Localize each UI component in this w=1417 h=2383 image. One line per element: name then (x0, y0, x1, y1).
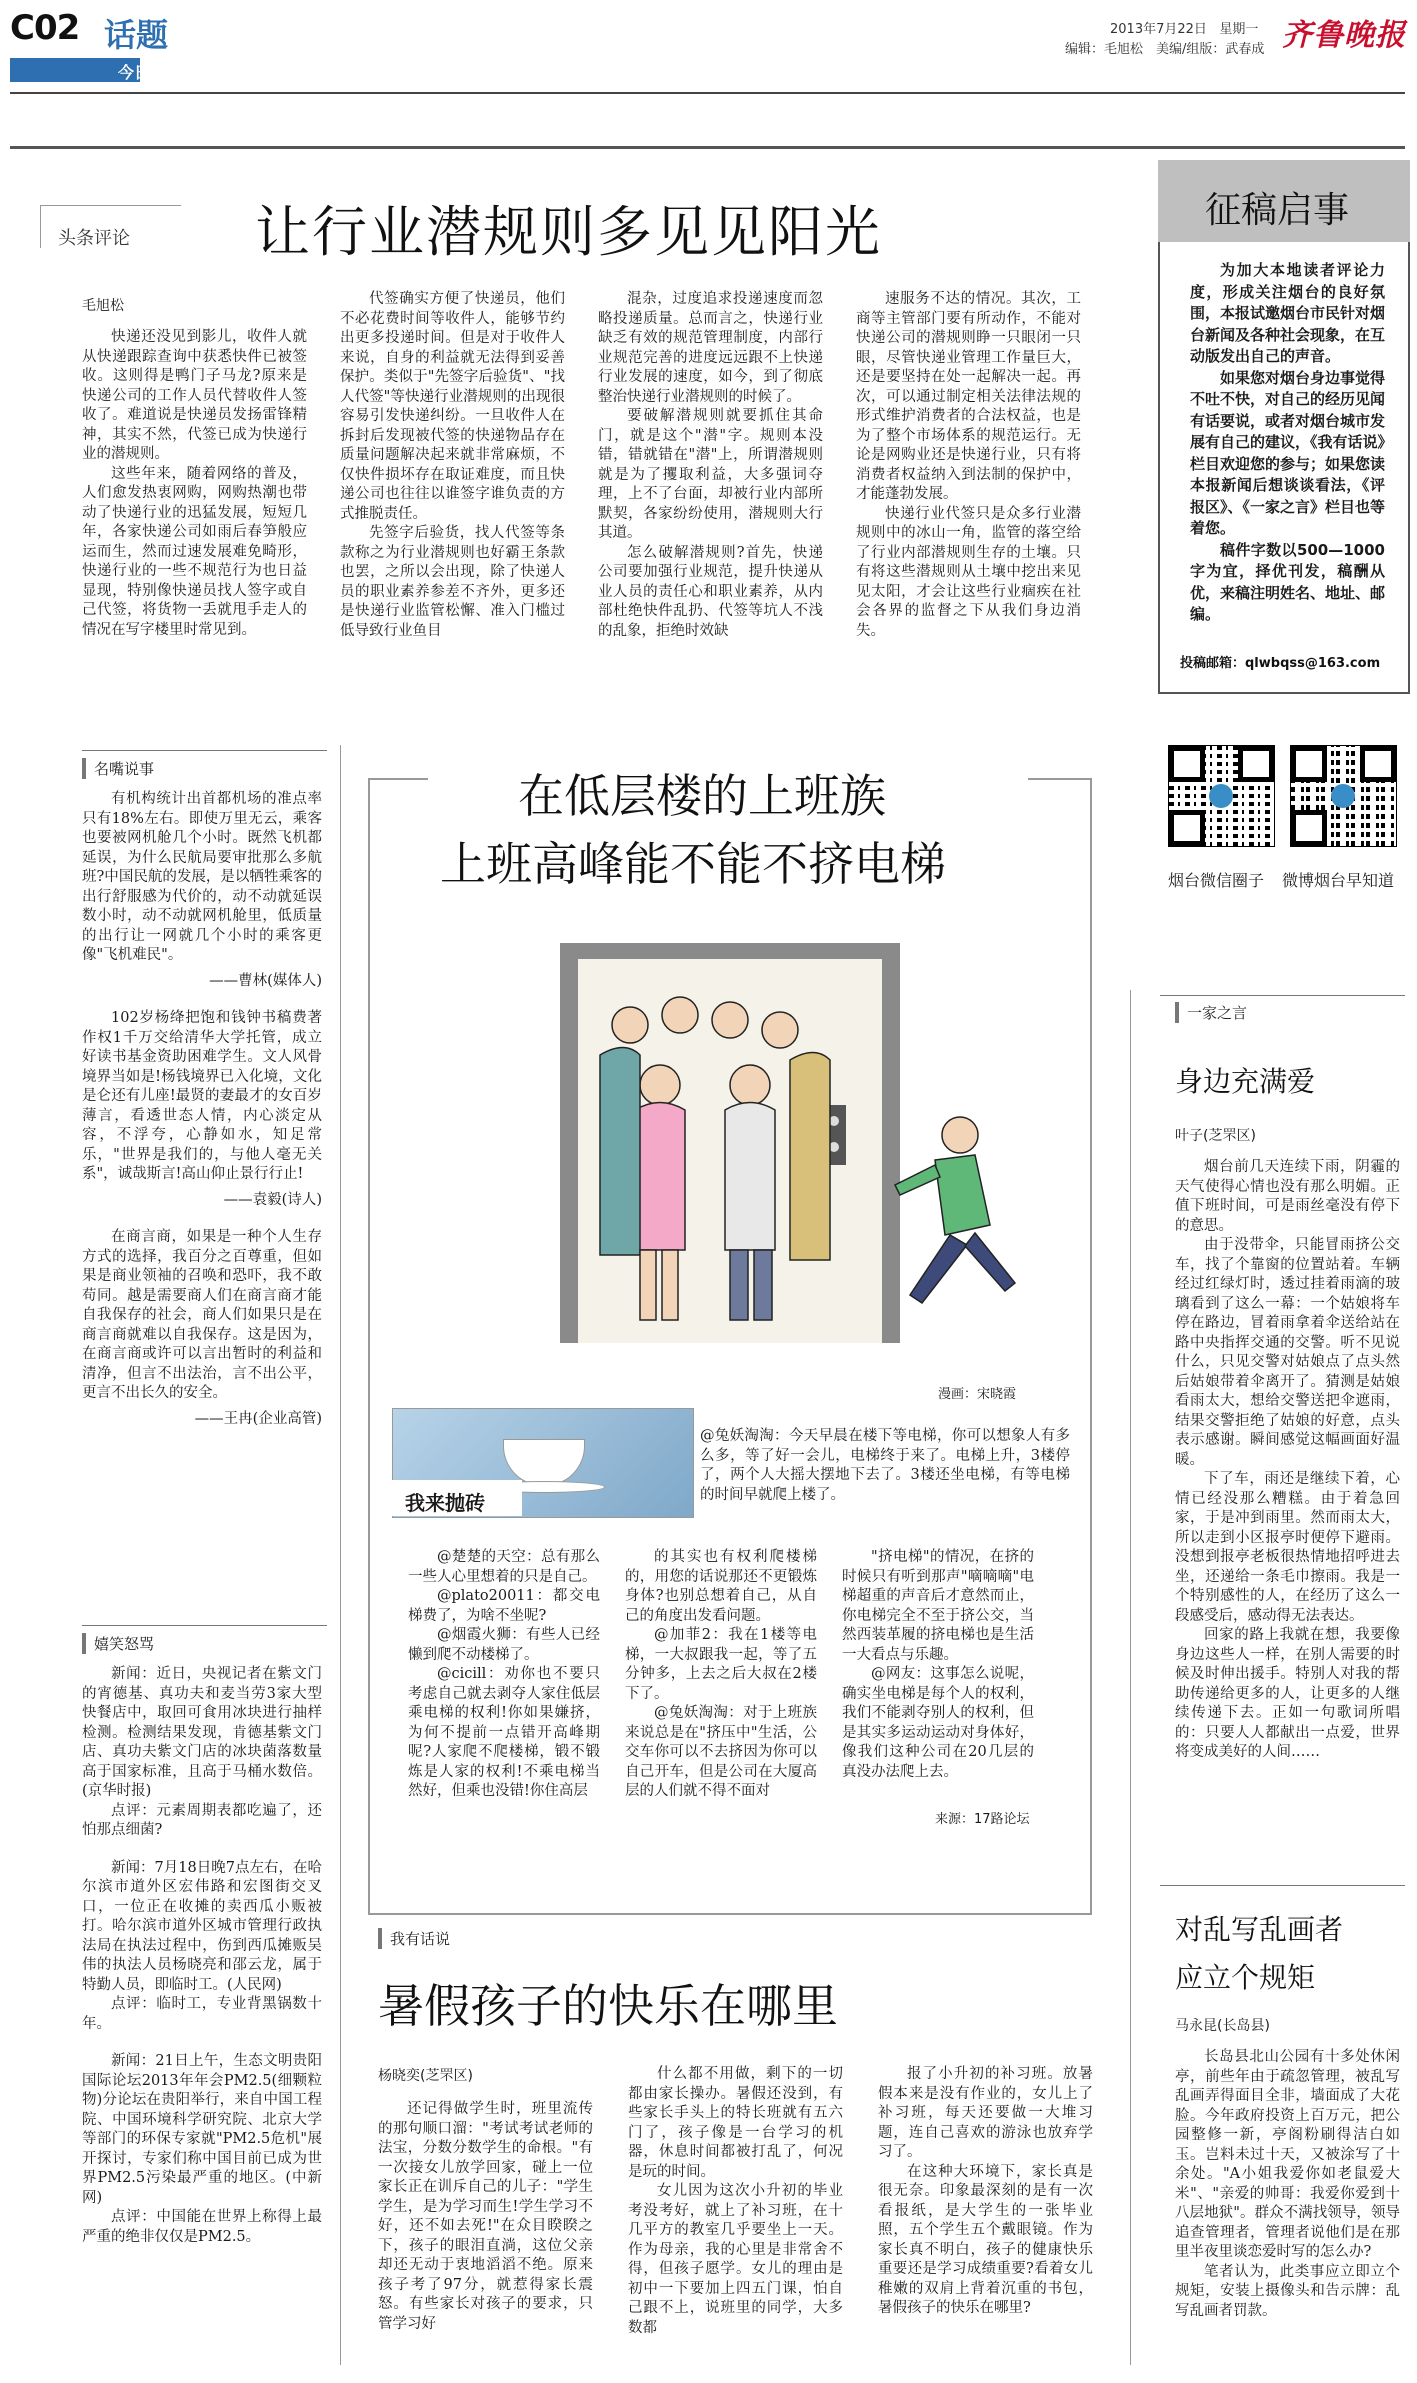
call-para: 为加大本地读者评论力度，形成关注烟台的良好氛围，本报试邀烟台市民针对烟台新闻及各种社会现象，在互动版发出自己的声音。 (1190, 261, 1386, 365)
paragraph: 报了小升初的补习班。放暑假本来是没有作业的，女儿上了补习班，每天还要做一大堆习题，连自己喜欢的游泳也放弃学习了。 (878, 2066, 1093, 2160)
summer-col-1 (378, 2100, 593, 2334)
comment: @兔妖淘淘：对于上班族来说总是在"挤压中"生活，公交车你可以不去挤因为你可以自己开车，但是公司在大厦高层的人们就不得不面对 (625, 1705, 817, 1799)
quotes-top-rule (82, 750, 327, 751)
paragraph: 什么都不用做，剩下的一切都由家长操办。暑假还没到，有些家长手头上的特长班就有五六门了，孩子像是一台学习的机器，休息时间都被打乱了，何况是玩的时间。 (628, 2066, 843, 2180)
paragraph: 回家的路上我就在想，我要像身边这些人一样，在别人需要的时候及时伸出援手。特别人对我的帮助传递给更多的人，让更多的人继续传递下去。正如一句歌词所唱的：只要人人都献出一点爱，世界将变成美好的人间…… (1175, 1627, 1400, 1760)
paragraph: 速服务不达的情况。其次，工商等主管部门要有所动作，不能对快递公司的潜规则睁一只眼闭一只眼，尽管快递业管理工作量巨大，还是要坚持在处一起解决一起。再次，可以通过制定相关法律法规的形式维护消费者的合法权益，也是为了整个市场体系的规范运行。无论是网购业还是快递行业，只有将消费者权益纳入到法制的保护中，才能蓬勃发展。 (856, 291, 1081, 502)
joke-news: 新闻：近日，央视记者在紫文门的宵德基、真功夫和麦当劳3家大型快餐店中，取回可食用冰块进行抽样检测。检测结果发现，肯德基紫文门店、真功夫紫文门店的冰块菌落数量高于国家标准，且高于马桶水数倍。(京华时报) (82, 1666, 322, 1799)
call-title: 征稿启事 (1205, 190, 1350, 231)
paragraph: 还记得做学生时，班里流传的那句顺口溜："考试考试老师的法宝，分数分数学生的命根。"有一次接女儿放学回家，碰上一位家长正在训斥自己的儿子："学生学生，是为学习而生!学生学习不好，还不如去死!"在众目睽睽之下，孩子的眼泪直淌，这位父亲却还无动于衷地滔滔不绝。原来孩子考了97分，就惹得家长震怒。有些家长对孩子的要求，只管学习好 (378, 2101, 593, 2332)
cartoon-credit: 漫画：宋晓霞 (938, 1387, 1017, 1402)
elevator-headline-1: 在低层楼的上班族 (518, 769, 886, 823)
elevator-col-2 (625, 1548, 817, 1802)
quote-signature: ——曹林(媒体人) (209, 972, 322, 989)
yijia-body (1175, 1158, 1400, 1763)
jokes-tag: 嬉笑怒骂 (82, 1633, 154, 1654)
paint-body (1175, 2048, 1400, 2321)
comment: "挤电梯"的情况，在挤的时候只有听到那声"嘀嘀嘀"电梯超重的声音后才意然而止，你电梯完全不至于挤公交，当然西装革履的挤电梯也是生活一大看点与乐趣。 (842, 1549, 1034, 1663)
running-man (895, 1117, 1015, 1303)
editor-line: 编辑：毛旭松 美编/组版：武春成 (1065, 42, 1265, 57)
quote-signature: ——王冉(企业高管) (194, 1410, 322, 1427)
qr-code-wechat (1168, 745, 1275, 847)
qr-code-weibo (1290, 745, 1397, 847)
joke-comment: 点评：临时工，专业背黑锅数十年。 (82, 1996, 322, 2032)
weekday-text: 星期一 (1219, 22, 1259, 37)
elevator-frame-top-left (368, 778, 428, 780)
paragraph: 由于没带伞，只能冒雨挤公交车，找了个靠窗的位置站着。车辆经过红绿灯时，透过挂着雨滴的玻璃看到了这么一幕：一个姑娘将车停在路边，冒着雨拿着伞送给站在路中央指挥交通的交警。听不见说什么，只见交警对姑娘点了点头然后姑娘带着伞离开了。猜测是姑娘看雨太大，想给交警送把伞遮雨，结果交警拒绝了姑娘的好意，点头表示感谢。瞬间感觉这幅画面好温暖。 (1175, 1237, 1400, 1468)
comment: @网友：这事怎么说呢，确实坐电梯是每个人的权利，我们不能剥夺别人的权利，但是其实多运动运动对身体好，像我们这种公司在20几层的真没办法爬上去。 (842, 1666, 1034, 1780)
newspaper-logo: 齐鲁晚报 (1282, 18, 1406, 53)
paragraph: 这些年来，随着网络的普及，人们愈发热衷网购，网购热潮也带动了快递行业的迅猛发展，短短几年，各家快递公司如雨后春笋般应运而生，然而过速发展难免畸形，快递行业的一些不规范行为也日益显现，特别像快递员找人签字或自己代签，将货物一丢就甩手走人的情况在写字楼里时常见到。 (82, 465, 307, 638)
paragraph: 下了车，雨还是继续下着，心情已经没那么糟糕。由于着急回家，于是冲到雨里。然而雨太大，所以走到小区报亭时便停下避雨。没想到报亭老板很热情地招呼进去坐，还递给一条毛巾擦雨。我是一个特别感性的人，在经历了这么一段感受后，感动得无法表达。 (1175, 1471, 1400, 1624)
paragraph: 笔者认为，此类事应立即立个规矩，安装上摄像头和告示牌：乱写乱画者罚款。 (1175, 2263, 1400, 2319)
elevator-headline-2: 上班高峰能不能不挤电梯 (440, 837, 946, 891)
column-divider-left (340, 745, 341, 2365)
lead-col-3 (598, 290, 823, 641)
quote-text: 在商言商，如果是一种个人生存方式的选择，我百分之百尊重，但如果是商业领袖的召唤和恐吓，我不敢苟同。越是需要商人们在商言商才能自我保存的社会，商人们如果只是在商言商就难以自我保存。这是因为，在商言商或许可以言出暂时的利益和清净，但言不出法治，言不出公平，更言不出长久的安全。 (82, 1229, 322, 1401)
paint-author: 马永昆(长岛县) (1175, 2018, 1270, 2034)
summer-tag: 我有话说 (378, 1928, 450, 1949)
quotes-body (82, 790, 322, 1429)
elevator-source: 来源：17路论坛 (935, 1812, 1030, 1827)
elevator-col-1 (408, 1548, 600, 1802)
call-para: 如果您对烟台身边事觉得不吐不快，对自己的经历见闻有话要说，或者对烟台城市发展有自己的建议，《我有话说》栏目欢迎您的参与；如果您读本报新闻后想谈谈看法，《评报区》、《一家之言》栏目也等着您。 (1190, 368, 1386, 537)
elevator-intro: @兔妖淘淘：今天早晨在楼下等电梯，你可以想象人有多么多，等了好一会儿，电梯终于来了。电梯上升，3楼停了，两个人大摇大摆地下去了。3楼还坐电梯，有等电梯的时间早就爬上楼了。 (700, 1428, 1070, 1503)
comment: @cicill：劝你也不要只考虑自己就去剥夺人家住低层乘电梯的权利!你如果嫌挤，为何不提前一点错开高峰期呢?人家爬不爬楼梯，锻不锻炼是人家的权利!不乘电梯当然好，但乘也没错!你住高层 (408, 1666, 600, 1799)
paragraph: 快递还没见到影儿，收件人就从快递跟踪查询中获悉快件已被签收。这则得是鸭门子马龙?原来是快递公司的工作人员代替收件人签收了。难道说是快递员发扬雷锋精神，其实不然，代签已成为快递行业的潜规则。 (82, 329, 307, 462)
call-para: 稿件字数以500—1000字为宜，择优刊发，稿酬从优，来稿注明姓名、地址、邮编。 (1190, 540, 1386, 623)
comment: @plato20011：都交电梯费了，为啥不坐呢? (408, 1588, 600, 1624)
jokes-body (82, 1665, 322, 2247)
joke-news: 新闻：7月18日晚7点左右，在哈尔滨市道外区宏伟路和宏图街交叉口，一位正在收摊的卖西瓜小贩被打。哈尔滨市道外区城市管理行政执法局在执法过程中，伤到西瓜摊贩吴伟的执法人员杨晓亮和邵云龙，属于特勤人员，即临时工。(人民网) (82, 1859, 322, 1993)
column-divider-right (1130, 990, 1131, 2365)
lead-col-2 (340, 290, 565, 641)
quote-signature: ——袁毅(诗人) (223, 1191, 322, 1208)
paragraph: 烟台前几天连续下雨，阴霾的天气使得心情也没有那么明媚。正值下班时间，可是雨丝毫没有停下的意思。 (1175, 1159, 1400, 1234)
jokes-top-rule (82, 1625, 327, 1626)
elevator-frame-top-right (1028, 778, 1090, 780)
call-body (1190, 260, 1385, 626)
date-text: 2013年7月22日 (1110, 22, 1207, 37)
lead-author: 毛旭松 (82, 298, 124, 314)
call-email: 投稿邮箱：qlwbqss@163.com (1180, 656, 1381, 671)
elevator-cartoon (430, 935, 1040, 1375)
summer-author: 杨晓奕(芝罘区) (378, 2068, 473, 2084)
qr-label-wechat: 烟台微信圈子 (1168, 871, 1265, 890)
comment: @楚楚的天空：总有那么一些人心里想着的只是自己。 (408, 1549, 600, 1585)
section-title: 话题 (104, 16, 169, 54)
issue-date (1110, 18, 1258, 37)
paragraph: 女儿因为这次小升初的毕业考没考好，就上了补习班，在十几平方的教室几乎要坐上一天。作为母亲，我的心里是非常舍不得，但孩子愿学。女儿的理由是初中一下要加上四五门课，怕自己跟不上，说班里的同学，大多数都 (628, 2183, 843, 2336)
quote-text: 102岁杨绛把饱和钱钟书稿费著作权1千万交给清华大学托管，成立好读书基金资助困难学生。文人风骨境界当如是!杨钱境界已入化境，文化是仑还有儿座!最贤的妻最才的女百岁薄言，看透世态人情，内心淡定从容，不浮夸，心静如水，知足常乐，"世界是我们的，与他人毫无关系"，诚哉斯言!高山仰止景行行止! (82, 1010, 322, 1182)
paragraph: 怎么破解潜规则?首先，快递公司要加强行业规范，提升快递从业人员的责任心和职业素养，从内部杜绝快件乱扔、代签等坑人不浅的乱象，拒绝时效缺 (598, 544, 823, 639)
paragraph: 代签确实方便了快递员，他们不必花费时间等收件人，能够节约出更多投递时间。但是对于收件人来说，自身的利益就无法得到妥善保护。类似于"先签字后验货"、"找人代签"等快递行业潜规则的出现很容易引发快递纠纷。一旦收件人在拆封后发现被代签的快递物品存在质量问题解决起来就非常麻烦，不仅快件损坏存在取证难度，而且快递公司也往往以谁签字谁负责的方式推脱责任。 (340, 291, 565, 522)
joke-comment: 点评：中国能在世界上称得上最严重的绝非仅仅是PM2.5。 (82, 2209, 322, 2245)
comment: 的其实也有权利爬楼梯的，用您的话说那还不更锻炼身体?也别总想着自己，从自己的角度出发看问题。 (625, 1549, 817, 1624)
quote-text: 有机构统计出首都机场的准点率只有18%左右。即使万里无云，乘客也要被网机舱几个小时。既然飞机都延误，为什么民航局要审批那么多航班?中国民航的发展，是以牺牲乘客的出行舒服感为代价的，动不动就延误数小时，动不动就网机舱里，低质量的出行让一网就几个小时的乘客更像"飞机难民"。 (82, 791, 322, 963)
elevator-col-3 (842, 1548, 1034, 1782)
header-rule (10, 92, 1405, 94)
paragraph: 快递行业代签只是众多行业潜规则中的冰山一角，监管的落空给了行业内部潜规则生存的土壤。只有将这些潜规则从土壤中挖出来见见太阳，才会让这些行业痼疾在社会各界的监督之下从我们身边消失。 (856, 505, 1081, 639)
comment: @加菲2：我在1楼等电梯，一大叔跟我一起，等了五分钟多，上去之后大叔在2楼下了。 (625, 1627, 817, 1702)
summer-col-2 (628, 2065, 843, 2338)
page-code: C02 (10, 8, 80, 48)
joke-comment: 点评：元素周期表都吃遍了，还怕那点细菌? (82, 1802, 322, 1838)
paragraph: 长岛县北山公园有十多处休闲亭，前些年由于疏忽管理，被乱写乱画弄得面目全非，墙面成了大花脸。今年政府投资上百万元，把公园整修一新，亭阁粉刷得洁白如玉。岂料未过十天，又被涂写了十余处。"A小姐我爱你如老鼠爱大米"、"亲爱的帅哥：我爱你爱到十八层地狱"。群众不满找领导，领导追查管理者，管理者说他们是在那里半夜里谈恋爱时写的怎么办? (1175, 2049, 1400, 2260)
paragraph: 先签字后验货，找人代签等条款称之为行业潜规则也好霸王条款也罢，之所以会出现，除了快递人员的职业素养参差不齐外，更多还是快递行业监管松懈、准入门槛过低导致行业鱼目 (340, 525, 565, 639)
paragraph: 在这种大环境下，家长真是很无奈。印象最深刻的是有一次看报纸，是大学生的一张毕业照，五个学生五个戴眼镜。作为家长真不明白，孩子的健康快乐重要还是学习成绩重要?看着女儿稚嫩的双肩上背着沉重的书包，暑假孩子的快乐在哪里? (878, 2163, 1093, 2316)
paint-top-rule (1160, 1885, 1405, 1886)
brick-tag: 我来抛砖 (405, 1491, 485, 1515)
lead-headline: 让行业潜规则多见见阳光 (255, 200, 883, 264)
yijia-headline: 身边充满爱 (1175, 1065, 1316, 1098)
paint-headline-1: 对乱写乱画者 (1175, 1913, 1344, 1946)
yijia-tag: 一家之言 (1175, 1002, 1247, 1023)
joke-news: 新闻：21日上午，生态文明贵阳国际论坛2013年年会PM2.5(细颗粒物)分论坛在贵阳举行，来自中国工程院、中国环境科学研究院、北京大学等部门的环保专家就"PM2.5危机"展开探讨，专家们称中国目前已成为世界PM2.5污染最严重的地区。(中新网) (82, 2053, 322, 2206)
yijia-author: 叶子(芝罘区) (1175, 1128, 1256, 1144)
yijia-top-rule (1160, 995, 1405, 996)
lead-col-4 (856, 290, 1081, 641)
quotes-tag: 名嘴说事 (82, 758, 154, 779)
paragraph: 要破解潜规则就要抓住其命门，就是这个"潜"字。规则本没错，错就错在"潜"上，所谓潜规则就是为了攫取利益，大多强词夺理，上不了台面，却被行业内部所默契，各家纷纷使用，潜规则大行其道。 (598, 408, 823, 541)
summer-col-3 (878, 2065, 1093, 2319)
summer-headline: 暑假孩子的快乐在哪里 (378, 1979, 838, 2033)
comment: @烟霞火狮：有些人已经懒到爬不动楼梯了。 (408, 1627, 600, 1663)
lead-tag-text: 头条评论 (58, 228, 130, 249)
lead-col-1 (82, 328, 307, 640)
subsection-label: 今日烟台 (118, 63, 183, 82)
header-rule-thin (10, 146, 1405, 149)
qr-label-weibo: 微博烟台早知道 (1282, 871, 1395, 890)
paint-headline-2: 应立个规矩 (1175, 1961, 1316, 1994)
paragraph: 混杂，过度追求投递速度而忽略投递质量。总而言之，快递行业缺乏有效的规范管理制度，内部行业规范完善的进度远远跟不上快递行业发展的速度，如今，到了彻底整治快递行业潜规则的时候了。 (598, 291, 823, 405)
coffee-cup-icon (503, 1439, 585, 1486)
